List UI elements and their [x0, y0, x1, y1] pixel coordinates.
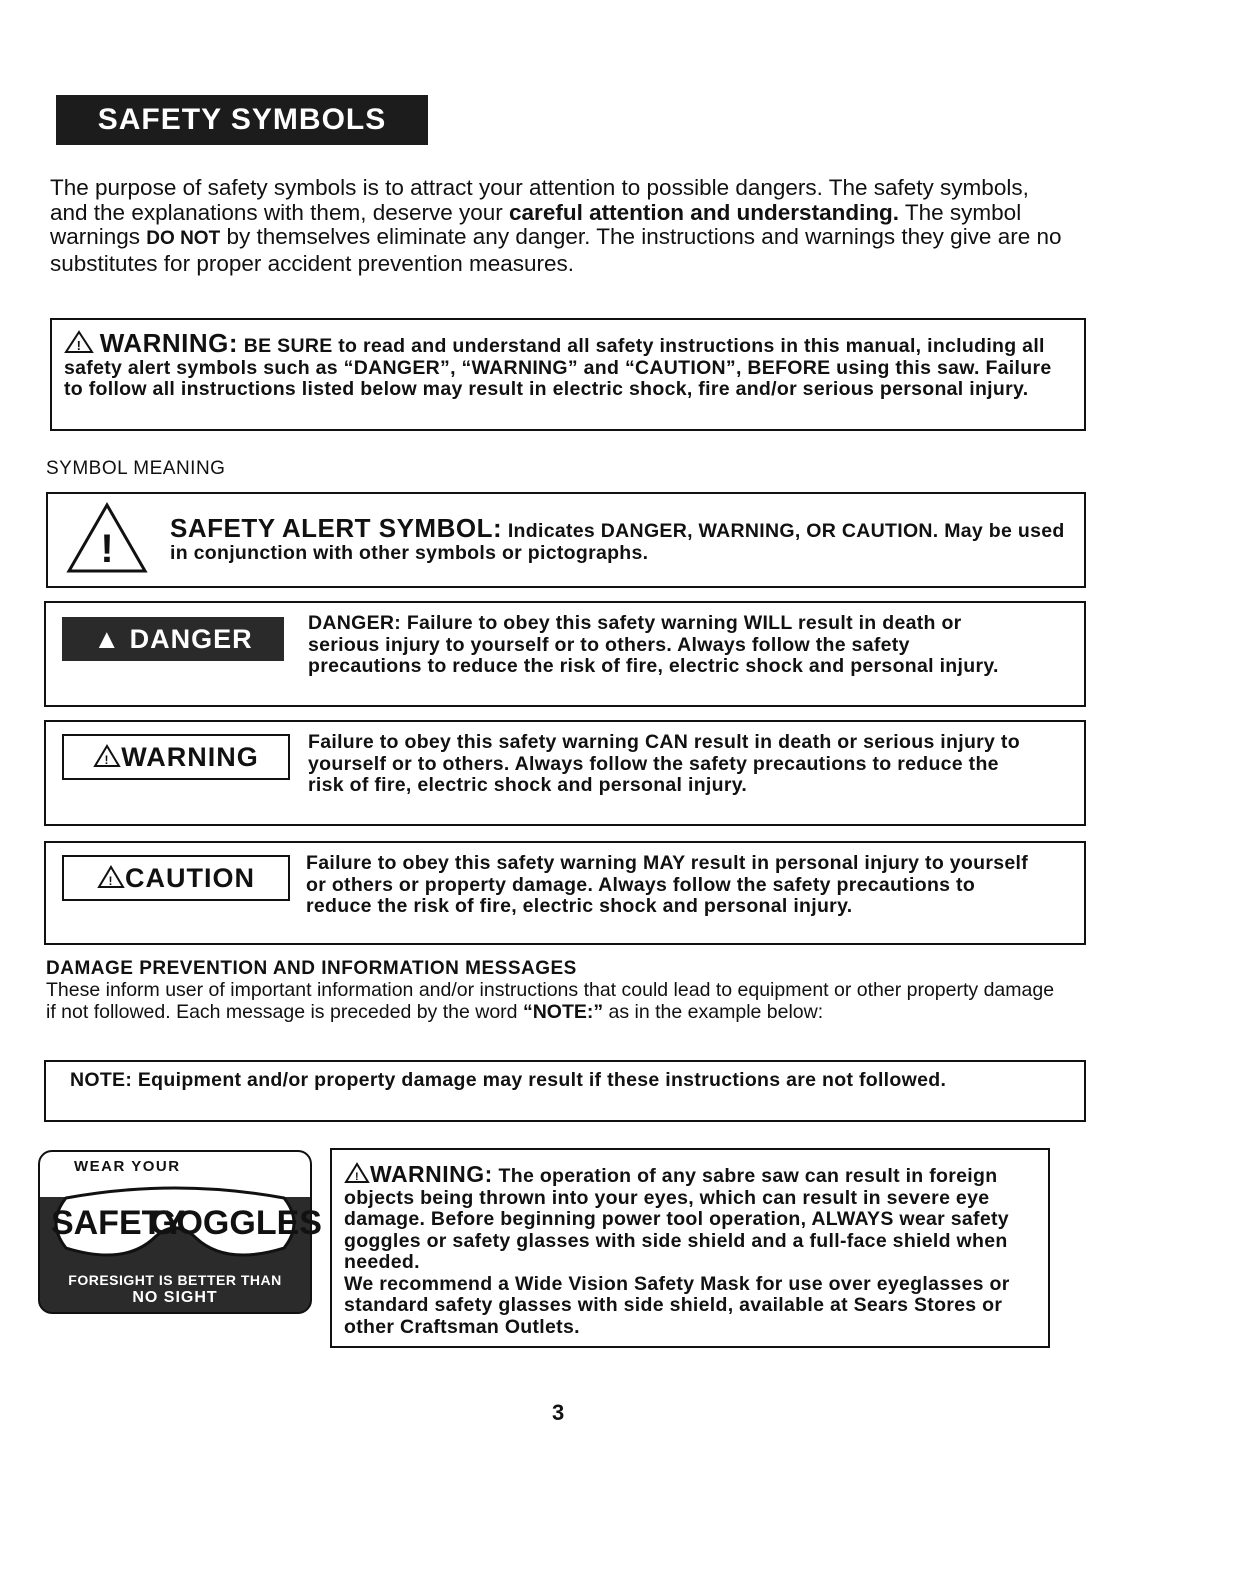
danger-text: DANGER: Failure to obey this safety warning WILL result in death or serious injury to yourself or to others. Always follow the safety precautions to reduce the risk of fire, electric shock and personal injury. — [308, 612, 999, 677]
damage-heading: DAMAGE PREVENTION AND INFORMATION MESSAGES — [46, 958, 577, 979]
alert-triangle-icon — [66, 502, 148, 574]
note-word: “NOTE:” — [522, 1000, 604, 1023]
svg-text:GOGGLES: GOGGLES — [150, 1204, 322, 1242]
safety-goggles-graphic — [38, 1150, 322, 1314]
goggles-slogan-2: NO SIGHT — [132, 1289, 218, 1306]
alert-text: Indicates DANGER, WARNING, OR CAUTION. May be used in conjunction with other symbols or pictographs. — [170, 520, 1065, 564]
svg-text:!: ! — [355, 1171, 359, 1183]
intro-text: The purpose of safety symbols is to attract your attention to possible dangers. The safety symbols, and the explanations with them, deserve your — [50, 175, 1029, 225]
svg-text:!: ! — [76, 338, 82, 353]
damage-paragraph — [46, 980, 1066, 1023]
damage-text: as in the example below: — [603, 1000, 824, 1023]
caution-badge-label: CAUTION — [125, 863, 255, 893]
note-box — [44, 1060, 1086, 1122]
svg-text:!: ! — [100, 527, 114, 571]
eye-warning-box — [330, 1148, 1050, 1348]
caution-box — [44, 841, 1086, 945]
danger-box — [44, 601, 1086, 707]
page-title: SAFETY SYMBOLS — [56, 95, 428, 145]
warning-label: WARNING: — [99, 328, 239, 358]
alert-triangle-icon: ▲ — [93, 624, 122, 654]
danger-badge — [62, 617, 284, 661]
symbol-meaning-heading: SYMBOL MEANING — [46, 458, 226, 479]
eye-warning-text: The operation of any sabre saw can result in foreign objects being thrown into your eyes, which can result in severe eye damage. Before beginning power tool operation, ALWAYS wear safety goggles or safety glasses with side shield and a full-face shield when needed. — [344, 1165, 1009, 1273]
caution-badge — [62, 855, 290, 901]
warning-text: BE SURE to read and understand all safety instructions in this manual, including all safety alert symbols such as “DANGER”, “WARNING” and “CAUTION”, BEFORE using this saw. Failure to follow all instructions listed below may result in electric shock, fire and/or serious personal injury. — [64, 335, 1052, 400]
page-number: 3 — [552, 1400, 565, 1425]
intro-text: The symbol warnings — [50, 199, 1022, 249]
alert-triangle-icon — [64, 330, 94, 354]
alert-triangle-icon — [97, 865, 125, 889]
goggles-top-text: WEAR YOUR — [74, 1158, 181, 1175]
goggles-icon — [46, 1178, 322, 1268]
goggles-slogan-1: FORESIGHT IS BETTER THAN — [68, 1272, 282, 1288]
safety-alert-box — [46, 492, 1086, 588]
danger-badge-label: DANGER — [129, 624, 253, 654]
warning-badge — [62, 734, 290, 780]
svg-text:!: ! — [104, 753, 110, 767]
intro-text: by themselves eliminate any danger. The instructions and warnings they give are no substitutes for proper accident prevention measures. — [50, 224, 1062, 276]
intro-bold: DO NOT — [146, 228, 221, 249]
warning-text: Failure to obey this safety warning CAN result in death or serious injury to yourself or to others. Always follow the safety precautions to reduce the risk of fire, electric shock and personal injury. — [308, 731, 1020, 796]
warning-label: WARNING: — [370, 1161, 493, 1187]
note-text: NOTE: Equipment and/or property damage may result if these instructions are not followed. — [70, 1069, 947, 1091]
intro-bold: careful attention and understanding. — [509, 199, 900, 225]
intro-paragraph — [50, 176, 1070, 276]
svg-text:!: ! — [108, 874, 114, 888]
top-warning-box — [50, 318, 1086, 431]
eye-warning-recommendation: We recommend a Wide Vision Safety Mask for use over eyeglasses or standard safety glasses with side shield, available at Sears Stores or other Craftsman Outlets. — [344, 1272, 1010, 1338]
caution-text: Failure to obey this safety warning MAY result in personal injury to yourself or others or property damage. Always follow the safety precautions to reduce the risk of fire, electric shock and personal injury. — [306, 852, 1029, 917]
warning-box — [44, 720, 1086, 826]
alert-label: SAFETY ALERT SYMBOL: — [170, 513, 503, 543]
svg-text:SAFETY: SAFETY — [50, 1204, 186, 1242]
alert-triangle-icon — [93, 744, 121, 768]
damage-text: These inform user of important information and/or instructions that could lead to equipment or other property damage if not followed. Each message is preceded by the word — [46, 979, 1055, 1023]
warning-badge-label: WARNING — [121, 742, 259, 772]
alert-triangle-icon — [344, 1162, 370, 1184]
